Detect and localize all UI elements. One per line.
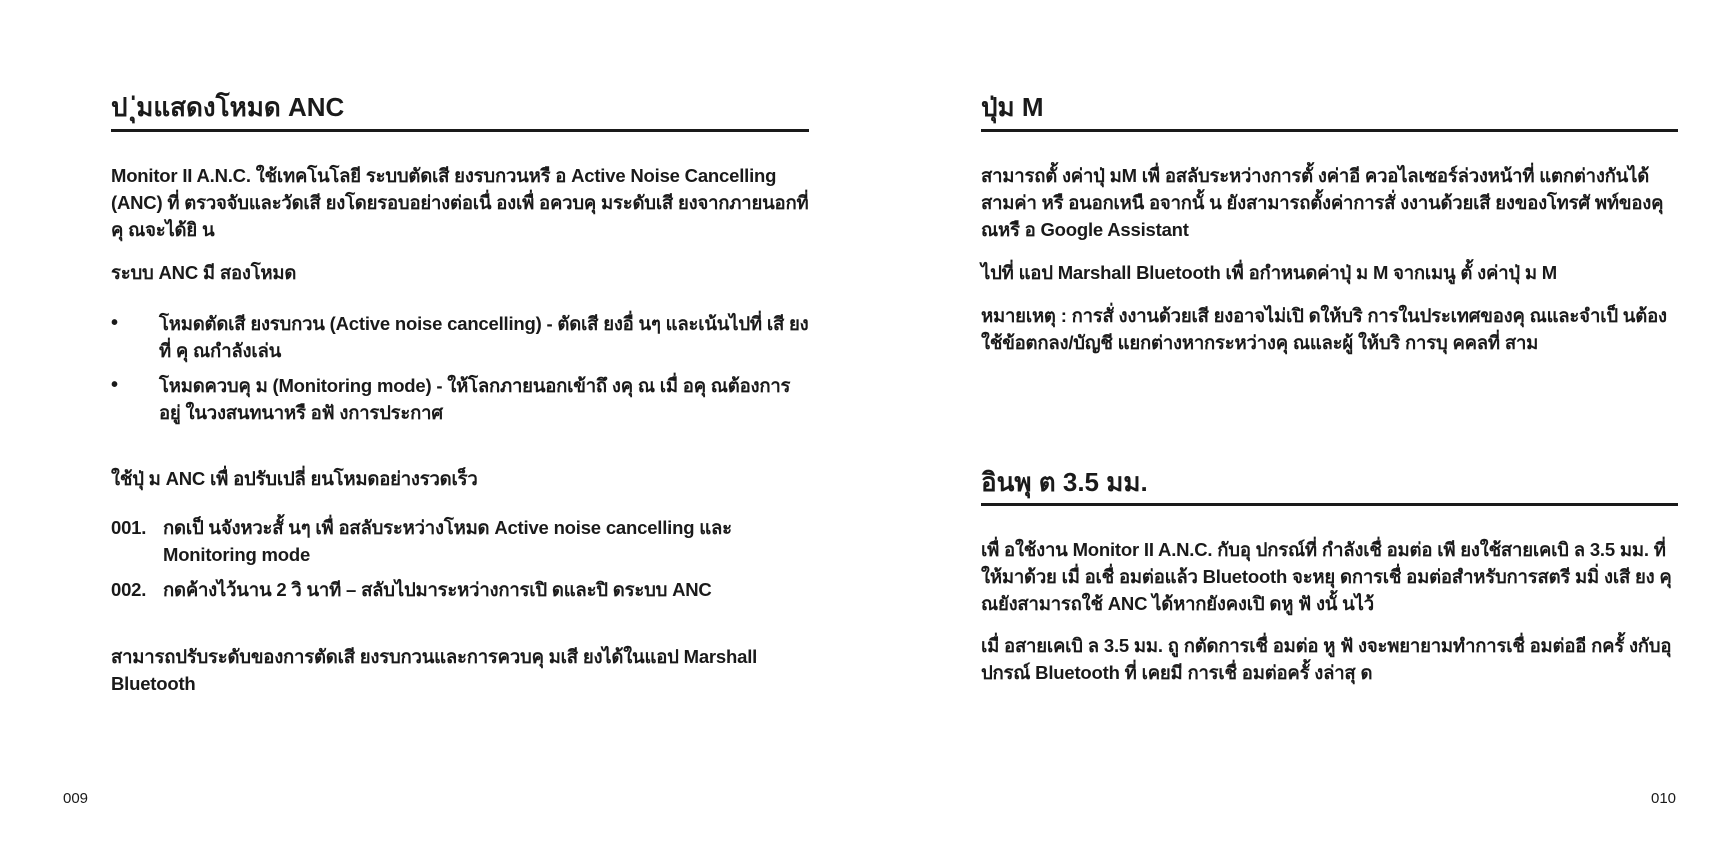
step-item-001 [111, 514, 809, 568]
bullet-item-monitoring-mode [111, 372, 809, 426]
bullet-text: โหมดควบคุ ม (Monitoring mode) - ให้โลกภายนอกเข้าถึ งคุ ณ เมื่ อคุ ณต้องการอยู่ ในวงสนทนาหรื อฟั งการประกาศ [159, 375, 791, 423]
page-number-right: 010 [1651, 790, 1677, 807]
anc-modes-intro: ระบบ ANC มี สองโหมด [111, 262, 297, 283]
anc-closing-paragraph: สามารถปรับระดับของการตัดเสี ยงรบกวนและการควบคุ มเสี ยงได้ในแอป Marshall Bluetooth [111, 646, 758, 694]
right-page [981, 0, 1678, 867]
anc-heading-rule [111, 129, 809, 132]
anc-intro-paragraph: Monitor II A.N.C. ใช้เทคโนโลยี ระบบตัดเสี ยงรบกวนหรื อ Active Noise Cancelling (ANC) ที่ ตรวจจับและวัดเสี ยงโดยรอบอย่างต่อเนื่ องเพื่ อควบคุ มระดับเสี ยงจากภายนอกที่ คุ ณจะได้ยิ น [111, 165, 809, 240]
anc-button-heading: ป ุ่มแสดงโหมด ANC [111, 92, 345, 122]
m-button-paragraph: สามารถตั้ งค่าปุ่ มM เพื่ อสลับระหว่างการตั้ งค่าอี ควอไลเซอร์ล่วงหน้าที่ แตกต่างกันได้สามค่า หรื อนอกเหนื อจากนั้ น ยังสามารถตั้งค่าการสั่ งงานด้วยเสี ยงของโทรศั พท์ของคุ ณหรื อ Google Assistant [981, 165, 1664, 240]
m-button-app-paragraph: ไปที่ แอป Marshall Bluetooth เพื่ อกำหนดค่าปุ่ ม M จากเมนู ตั้ งค่าปุ่ ม M [981, 262, 1558, 283]
step-text: กดเป็ นจังหวะสั้ นๆ เพื่ อสลับระหว่างโหมด Active noise cancelling และ Monitoring mode [163, 517, 732, 565]
input-paragraph: เพื่ อใช้งาน Monitor II A.N.C. กับอุ ปกรณ์ที่ กำลังเชื่ อมต่อ เพี ยงใช้สายเคเบิ ล 3.5 มม. ที่ ให้มาด้วย เมื่ อเชื่ อมต่อแล้ว Bluetooth จะหยุ ดการเชื่ อมต่อสำหรับการสตรี มมิ่ งเสี ยง คุ ณยังสามารถใช้ ANC ได้หากยังคงเปิ ดหู ฟั งนั้ นไว้ [981, 539, 1672, 614]
input-heading: อินพุ ต 3.5 มม. [981, 467, 1148, 497]
bullet-text: โหมดตัดเสี ยงรบกวน (Active noise cancelling) - ตัดเสี ยงอื่ นๆ และเน้นไปที่ เสี ยงที่ คุ ณกำลังเล่น [159, 313, 809, 361]
bullet-dot: • [111, 374, 118, 396]
input-heading-rule [981, 503, 1678, 506]
step-number: 001. [111, 517, 147, 538]
m-heading-rule [981, 129, 1678, 132]
step-number: 002. [111, 579, 147, 600]
m-button-heading: ปุ่ม M [981, 92, 1044, 122]
input-reconnect-paragraph: เมื่ อสายเคเบิ ล 3.5 มม. ถู กตัดการเชื่ อมต่อ หู ฟั งจะพยายามทำการเชื่ อมต่ออี กครั้ งกับอุ ปกรณ์ Bluetooth ที่ เคยมี การเชื่ อมต่อครั้ งล่าสุ ด [981, 635, 1672, 683]
step-item-002 [111, 576, 809, 603]
left-page [111, 0, 809, 867]
step-text: กดค้างไว้นาน 2 วิ นาที – สลับไปมาระหว่างการเปิ ดและปิ ดระบบ ANC [163, 579, 712, 600]
anc-usage-intro: ใช้ปุ่ ม ANC เพื่ อปรับเปลี่ ยนโหมดอย่างรวดเร็ว [111, 468, 478, 489]
bullet-item-anc-mode [111, 310, 809, 364]
bullet-dot: • [111, 312, 118, 334]
m-button-note: หมายเหตุ : การสั่ งงานด้วยเสี ยงอาจไม่เปิ ดให้บริ การในประเทศของคุ ณและจำเป็ นต้องใช้ข้อตกลง/บัญชี แยกต่างหากระหว่างคุ ณและผู้ ให้บริ การบุ คคลที่ สาม [981, 305, 1667, 353]
page-number-left: 009 [63, 790, 89, 807]
